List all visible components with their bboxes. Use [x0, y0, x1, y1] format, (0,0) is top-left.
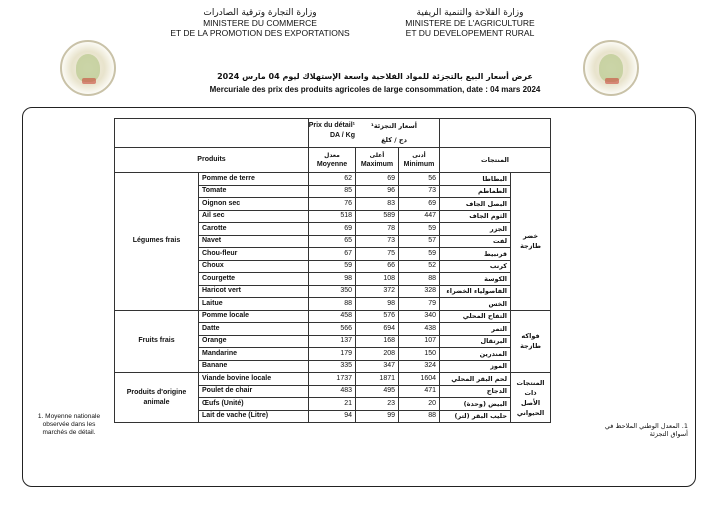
product-name-ar: كرنب [440, 260, 511, 273]
price-moyenne: 137 [309, 335, 356, 348]
price-minimum: 59 [399, 248, 440, 261]
group-name-ar: خضر طازجة [511, 173, 551, 311]
product-name-fr: Chou-fleur [199, 248, 309, 261]
price-moyenne: 85 [309, 185, 356, 198]
price-minimum: 328 [399, 285, 440, 298]
price-moyenne: 1737 [309, 373, 356, 386]
header-moyenne-ar: معدل [324, 152, 340, 159]
price-moyenne: 483 [309, 385, 356, 398]
price-maximum: 576 [356, 310, 399, 323]
header-maximum-cell [356, 148, 399, 173]
product-name-fr: Banane [199, 360, 309, 373]
document-title-ar: عرض أسعار البيع بالتجزئة للمواد الفلاحية واسعة الإستهلاك ليوم 04 مارس 2024 [217, 72, 533, 81]
price-minimum: 59 [399, 223, 440, 236]
product-name-ar: حليب البقر (لتر) [440, 410, 511, 423]
product-name-fr: Pomme de terre [199, 173, 309, 186]
price-moyenne: 76 [309, 198, 356, 211]
product-name-ar: قرنبيط [440, 248, 511, 261]
commerce-ministry-fr-1: MINISTERE DU COMMERCE [203, 18, 317, 28]
group-name: Fruits frais [115, 310, 199, 373]
product-name-fr: Navet [199, 235, 309, 248]
price-moyenne: 335 [309, 360, 356, 373]
header-unit-fr: DA / Kg [329, 132, 355, 139]
group-name: Produits d'origine animale [115, 373, 199, 423]
price-maximum: 66 [356, 260, 399, 273]
product-name-ar: البيض (وحدة) [440, 398, 511, 411]
commerce-ministry-ar: وزارة التجارة وترقية الصادرات [203, 8, 317, 18]
group-name: Légumes frais [115, 173, 199, 311]
price-maximum: 108 [356, 273, 399, 286]
product-name-fr: Courgette [199, 273, 309, 286]
price-moyenne: 458 [309, 310, 356, 323]
product-name-ar: الثوم الجاف [440, 210, 511, 223]
product-name-fr: Ail sec [199, 210, 309, 223]
product-name-ar: لفت [440, 235, 511, 248]
price-minimum: 107 [399, 335, 440, 348]
header-unit-ar: دج / كلغ [381, 135, 407, 144]
price-moyenne: 350 [309, 285, 356, 298]
table-row [115, 173, 551, 186]
price-maximum: 1871 [356, 373, 399, 386]
header-prix-detail: Prix du détail¹ [308, 122, 355, 129]
price-maximum: 99 [356, 410, 399, 423]
price-minimum: 1604 [399, 373, 440, 386]
header-maximum-ar: أعلى [369, 152, 385, 159]
product-name-ar: الفاصولياء الخضراء [440, 285, 511, 298]
group-name-ar: فواكه طازجة [511, 310, 551, 373]
price-table-body [115, 173, 551, 423]
price-moyenne: 566 [309, 323, 356, 336]
price-minimum: 57 [399, 235, 440, 248]
header-minimum-ar: أدنى [412, 152, 426, 159]
group-name-ar: المنتجات ذات الأصل الحيواني [511, 373, 551, 423]
header-produits: Produits [115, 148, 309, 173]
price-minimum: 52 [399, 260, 440, 273]
price-maximum: 589 [356, 210, 399, 223]
product-name-ar: المندرين [440, 348, 511, 361]
price-minimum: 324 [399, 360, 440, 373]
product-name-fr: Datte [199, 323, 309, 336]
price-minimum: 447 [399, 210, 440, 223]
product-name-ar: التمر [440, 323, 511, 336]
header-blank [440, 119, 551, 148]
product-name-ar: التفاح المحلي [440, 310, 511, 323]
price-moyenne: 98 [309, 273, 356, 286]
product-name-ar: الدجاج [440, 385, 511, 398]
product-name-fr: Pomme locale [199, 310, 309, 323]
header-prix-detail-cell [115, 119, 355, 148]
price-maximum: 73 [356, 235, 399, 248]
product-name-fr: Carotte [199, 223, 309, 236]
price-minimum: 56 [399, 173, 440, 186]
price-minimum: 340 [399, 310, 440, 323]
price-moyenne: 88 [309, 298, 356, 311]
product-name-ar: الجزر [440, 223, 511, 236]
commerce-ministry-fr-2: ET DE LA PROMOTION DES EXPORTATIONS [170, 28, 350, 38]
price-moyenne: 518 [309, 210, 356, 223]
price-maximum: 495 [356, 385, 399, 398]
price-minimum: 88 [399, 273, 440, 286]
price-moyenne: 179 [309, 348, 356, 361]
agriculture-ministry-header [365, 8, 575, 38]
price-moyenne: 59 [309, 260, 356, 273]
product-name-fr: Laitue [199, 298, 309, 311]
product-name-ar: البصل الجاف [440, 198, 511, 211]
footnote-fr: 1. Moyenne nationale observée dans les marchés de détail. [37, 413, 101, 436]
price-maximum: 83 [356, 198, 399, 211]
table-row [115, 373, 551, 386]
commerce-ministry-header [150, 8, 370, 38]
product-name-ar: الطماطم [440, 185, 511, 198]
product-name-fr: Orange [199, 335, 309, 348]
price-maximum: 69 [356, 173, 399, 186]
commerce-ministry-seal-icon [60, 40, 116, 96]
product-name-ar: الخس [440, 298, 511, 311]
product-name-fr: Poulet de chair [199, 385, 309, 398]
product-name-fr: Oignon sec [199, 198, 309, 211]
price-minimum: 73 [399, 185, 440, 198]
product-name-ar: الموز [440, 360, 511, 373]
price-maximum: 168 [356, 335, 399, 348]
product-name-fr: Lait de vache (Litre) [199, 410, 309, 423]
agriculture-ministry-ar: وزارة الفلاحة والتنمية الريفية [416, 8, 524, 18]
price-maximum: 372 [356, 285, 399, 298]
price-moyenne: 69 [309, 223, 356, 236]
header-produits-ar: المنتجات [440, 148, 551, 173]
product-name-fr: Haricot vert [199, 285, 309, 298]
price-maximum: 23 [356, 398, 399, 411]
agriculture-ministry-fr-2: ET DU DEVELOPEMENT RURAL [405, 28, 535, 38]
price-moyenne: 62 [309, 173, 356, 186]
price-minimum: 88 [399, 410, 440, 423]
price-maximum: 98 [356, 298, 399, 311]
product-name-fr: Viande bovine locale [199, 373, 309, 386]
price-maximum: 694 [356, 323, 399, 336]
product-name-ar: الكوسة [440, 273, 511, 286]
header-prix-ar: أسعار التجزئة¹ [371, 121, 418, 130]
price-moyenne: 21 [309, 398, 356, 411]
document-title-fr: Mercuriale des prix des produits agricoles de large consommation, date : 04 mars 2024 [209, 85, 541, 94]
price-table [114, 118, 551, 423]
price-maximum: 208 [356, 348, 399, 361]
header-moyenne-cell [309, 148, 356, 173]
footnote-ar: 1. المعدل الوطني الملاحظ في أسواق التجزئة [604, 422, 688, 438]
price-moyenne: 94 [309, 410, 356, 423]
price-minimum: 438 [399, 323, 440, 336]
price-minimum: 69 [399, 198, 440, 211]
table-row [115, 310, 551, 323]
product-name-fr: Tomate [199, 185, 309, 198]
price-maximum: 75 [356, 248, 399, 261]
product-name-ar: البطاطا [440, 173, 511, 186]
price-minimum: 471 [399, 385, 440, 398]
agriculture-ministry-fr-1: MINISTERE DE L'AGRICULTURE [405, 18, 535, 28]
agriculture-ministry-seal-icon [583, 40, 639, 96]
product-name-fr: Choux [199, 260, 309, 273]
header-minimum: Minimum [403, 161, 435, 168]
price-maximum: 347 [356, 360, 399, 373]
price-minimum: 79 [399, 298, 440, 311]
price-minimum: 20 [399, 398, 440, 411]
product-name-ar: البرتقال [440, 335, 511, 348]
header-maximum: Maximum [360, 161, 394, 168]
product-name-fr: Mandarine [199, 348, 309, 361]
price-moyenne: 67 [309, 248, 356, 261]
header-minimum-cell [399, 148, 440, 173]
price-maximum: 96 [356, 185, 399, 198]
header-unit-ar-cell [309, 133, 440, 148]
product-name-fr: Œufs (Unité) [199, 398, 309, 411]
price-maximum: 78 [356, 223, 399, 236]
product-name-ar: لحم البقر المحلي [440, 373, 511, 386]
price-minimum: 150 [399, 348, 440, 361]
price-moyenne: 65 [309, 235, 356, 248]
header-moyenne: Moyenne [316, 161, 348, 168]
